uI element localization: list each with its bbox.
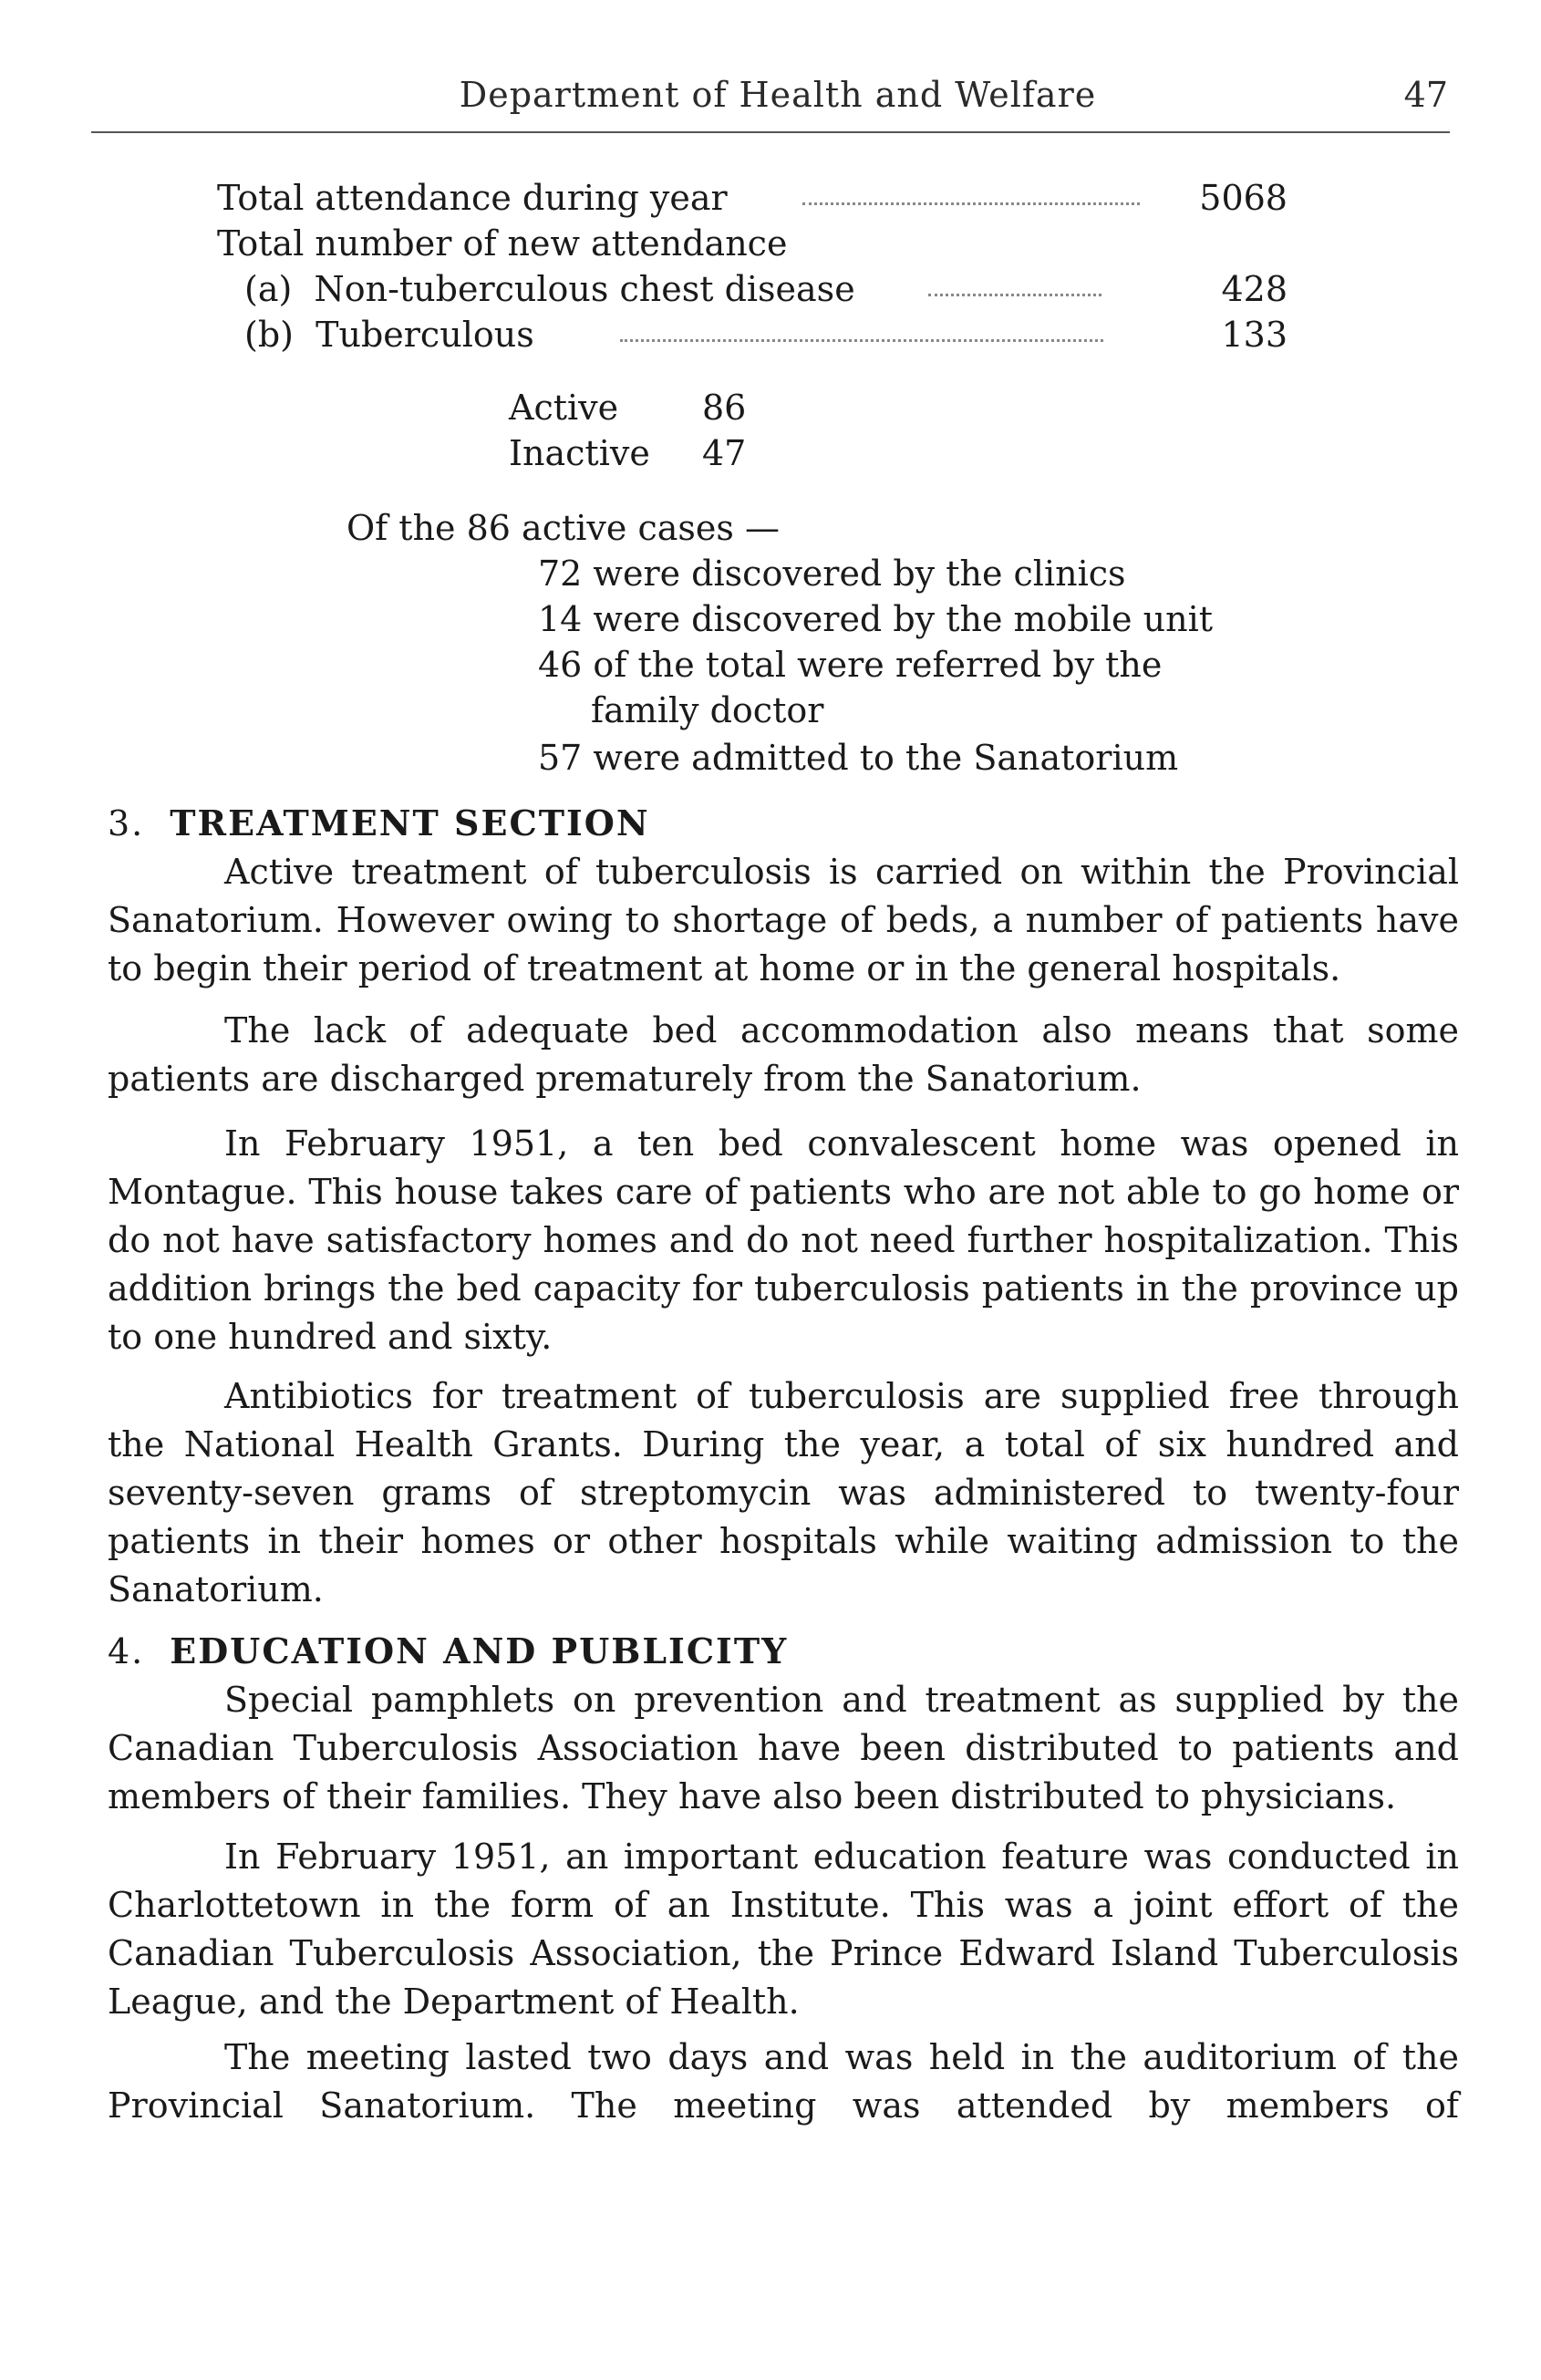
paragraph: The meeting lasted two days and was held in the auditorium of the Provincial Sanatorium. The meeting was attended by members of <box>108 2037 1459 2126</box>
section-number: 4. <box>108 1631 145 1671</box>
paragraph: Active treatment of tuberculosis is carried on within the Provincial Sanatorium. However owing to shortage of beds, a number of patients have to begin their period of treatment at home or in the general hospitals. <box>108 852 1459 988</box>
running-title: Department of Health and Welfare <box>459 75 1097 115</box>
item-a-value: 428 <box>1221 269 1288 309</box>
total-attendance-value: 5068 <box>1199 178 1288 218</box>
leader-dots <box>802 202 1140 205</box>
section-heading-education <box>108 1630 789 1671</box>
active-cases-intro: Of the 86 active cases — <box>346 508 780 548</box>
inactive-label: Inactive <box>509 433 650 473</box>
active-case-line: 72 were discovered by the clinics <box>538 554 1126 594</box>
active-case-line: family doctor <box>591 690 824 730</box>
inactive-value: 47 <box>702 433 747 473</box>
paragraph: In February 1951, a ten bed convalescent home was opened in Montague. This house takes care of patients who are not able to go home or do not have satisfactory homes and do not need further hospitalization. This addition brings the bed capacity for tuberculosis patients in the province up to one hundred and sixty. <box>108 1123 1459 1357</box>
page-number: 47 <box>1403 75 1448 115</box>
section-title: EDUCATION AND PUBLICITY <box>170 1630 789 1671</box>
active-case-line: 57 were admitted to the Sanatorium <box>538 738 1179 778</box>
item-b-value: 133 <box>1221 315 1288 355</box>
paragraph: Antibiotics for treatment of tuberculosis are supplied free through the National Health Grants. During the year, a total of six hundred and seventy-seven grams of streptomycin was administered to twenty-four patients in their homes or other hospitals while waiting admission to the Sanatorium. <box>108 1376 1459 1609</box>
paragraph: Special pamphlets on prevention and treatment as supplied by the Canadian Tuberculosis Association have been distributed to patients and members of their families. They have also been distributed to physicians. <box>108 1680 1459 1816</box>
running-header <box>108 71 1448 126</box>
active-case-line: 46 of the total were referred by the <box>538 645 1163 685</box>
item-a-label: (a) Non-tuberculous chest disease <box>244 269 855 309</box>
section-title: TREATMENT SECTION <box>170 802 650 843</box>
header-rule <box>91 131 1450 133</box>
active-value: 86 <box>702 388 747 428</box>
active-case-line: 14 were discovered by the mobile unit <box>538 599 1213 639</box>
total-attendance-label: Total attendance during year <box>217 178 728 218</box>
active-label: Active <box>509 388 619 428</box>
leader-dots <box>620 339 1103 342</box>
section-heading-treatment <box>108 802 650 843</box>
item-b-label: (b) Tuberculous <box>244 315 534 355</box>
new-attendance-label: Total number of new attendance <box>217 223 788 264</box>
section-number: 3. <box>108 803 145 843</box>
leader-dots <box>928 294 1101 296</box>
paragraph: In February 1951, an important education feature was conducted in Charlottetown in the form of an Institute. This was a joint effort of the Canadian Tuberculosis Association, the Prince Edward Island Tuberculosis League, and the Department of Health. <box>108 1837 1459 2022</box>
paragraph: The lack of adequate bed accommodation also means that some patients are discharged prematurely from the Sanatorium. <box>108 1010 1459 1099</box>
